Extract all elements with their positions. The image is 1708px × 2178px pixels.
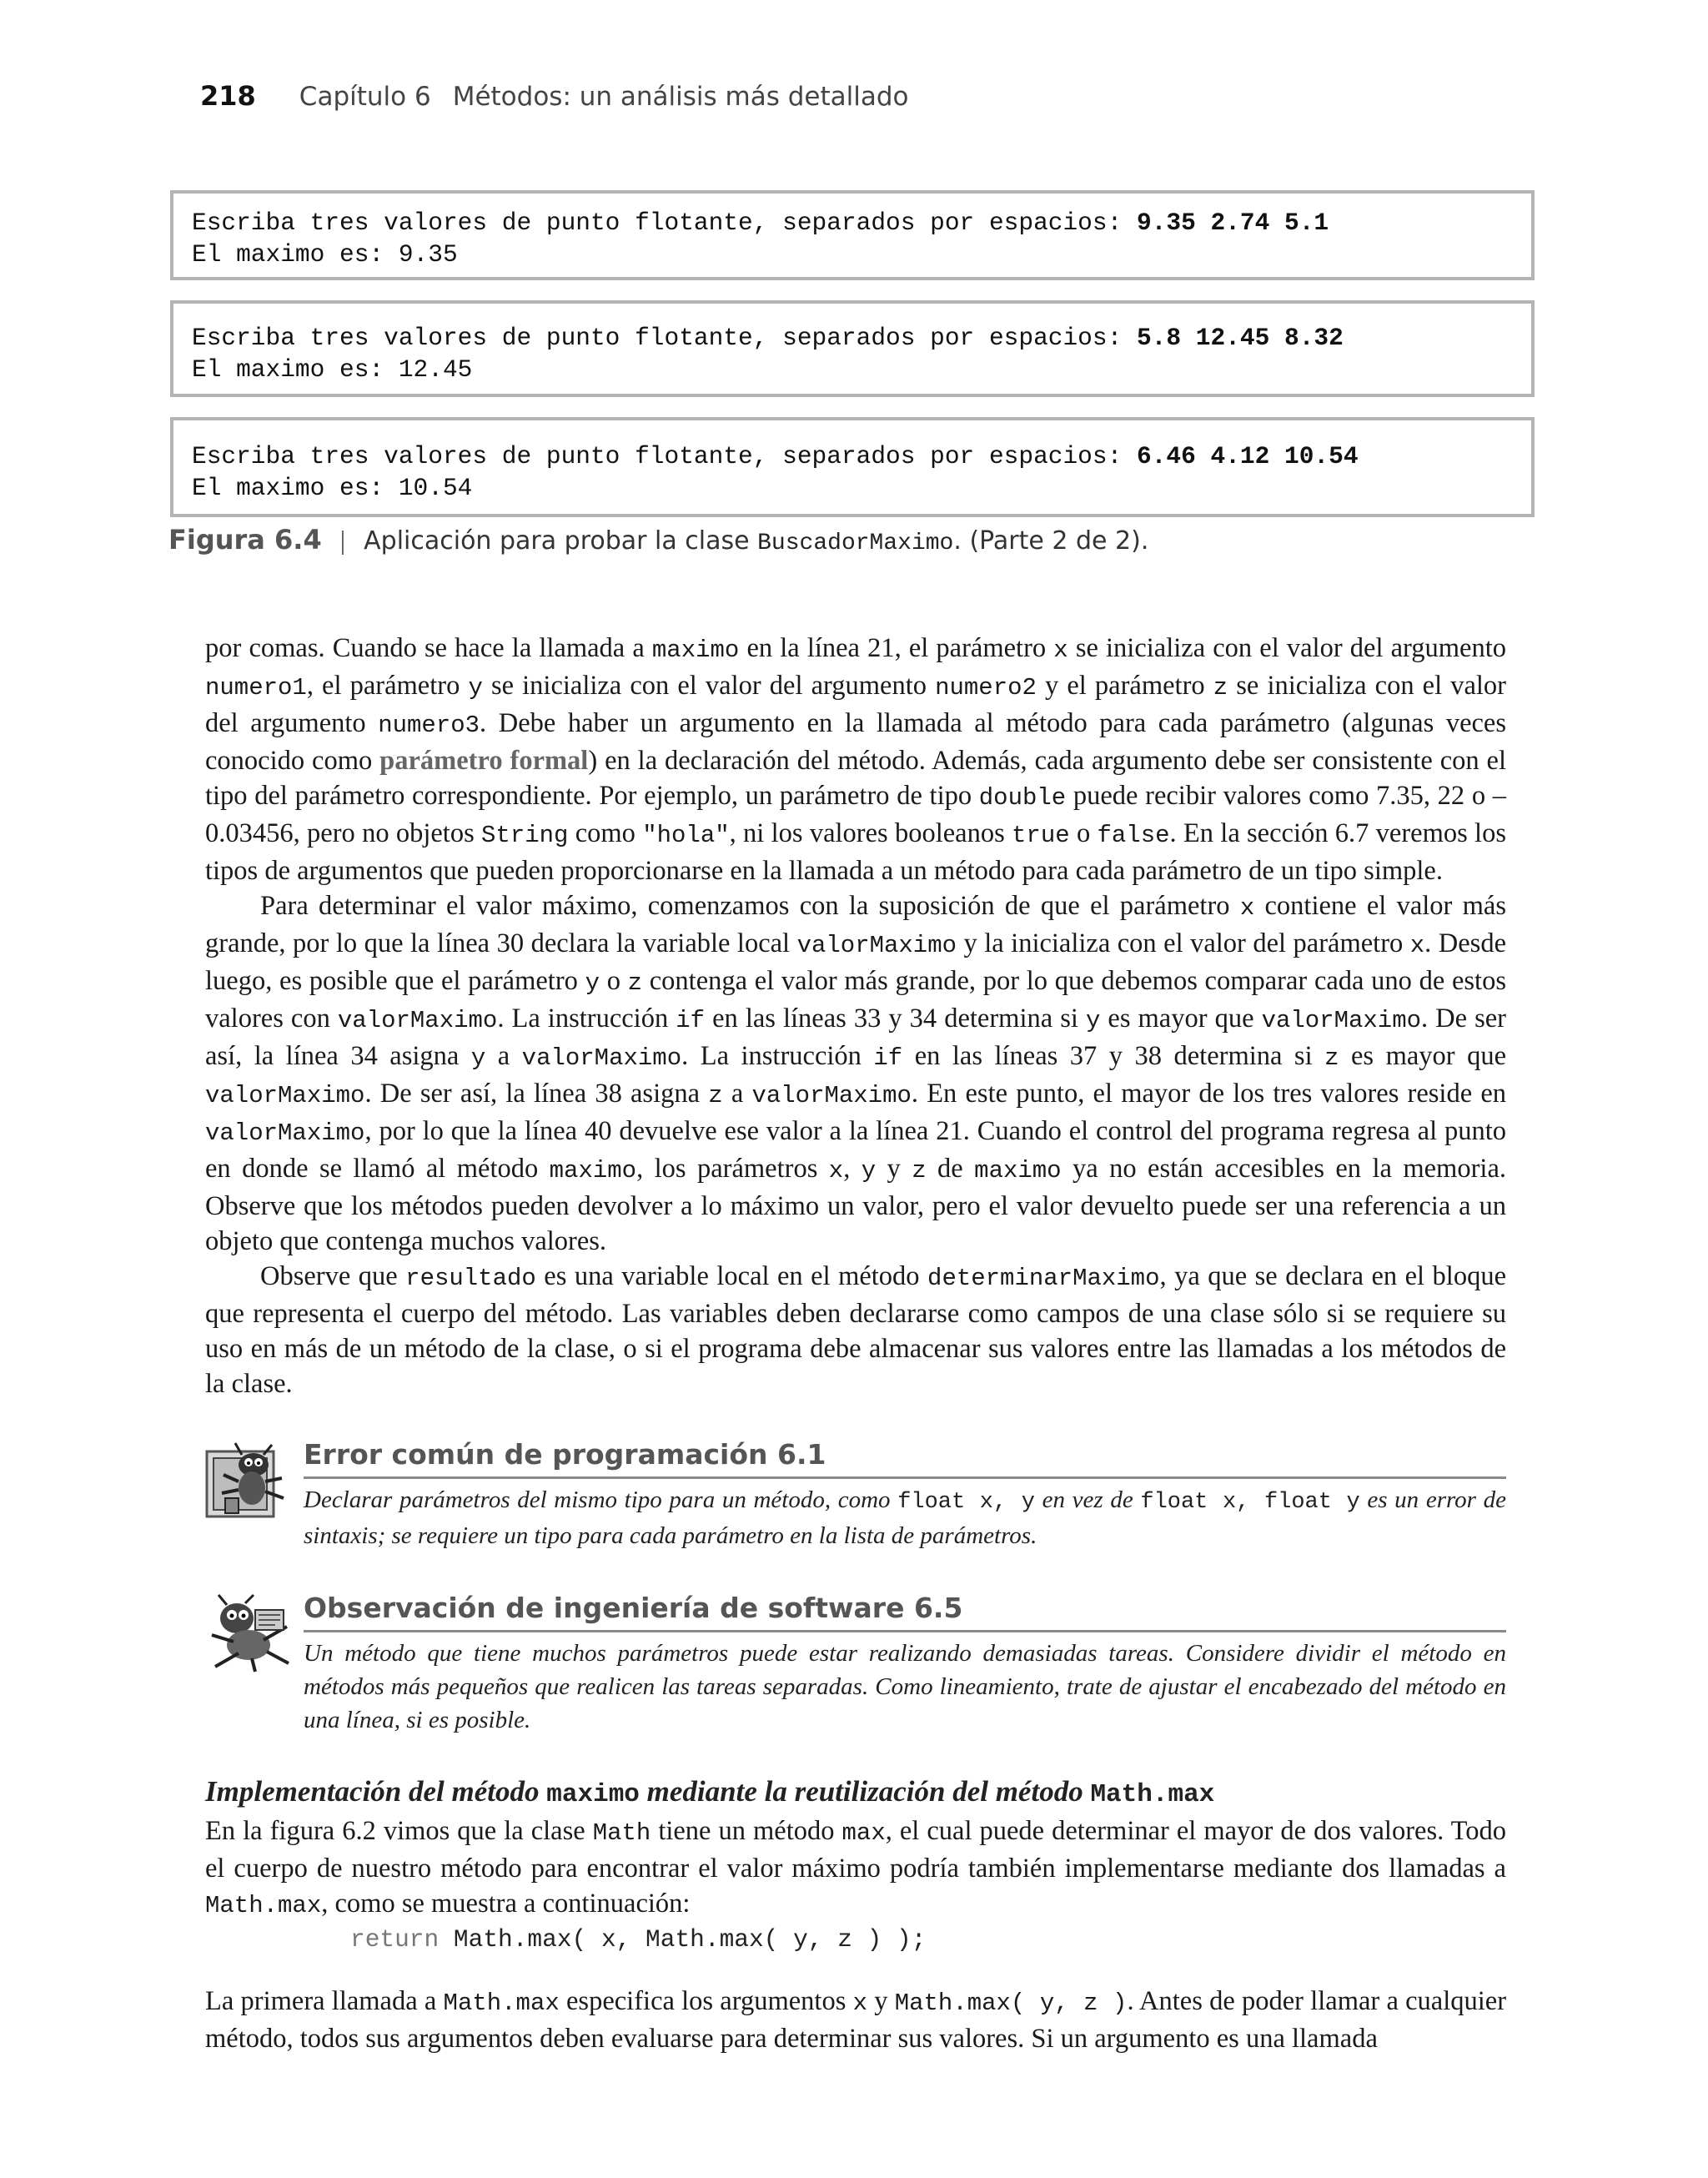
- body-text: [205, 1813, 1506, 1924]
- section-subheading: Implementación del método maximo mediante la reutilización del método Math.max: [205, 1775, 1215, 1809]
- tip-common-error: [205, 1436, 1506, 1553]
- output-prompt: Escriba tres valores de punto flotante, separados por espacios:: [192, 324, 1137, 352]
- page-header: [200, 80, 931, 112]
- paragraph: por comas. Cuando se hace la llamada a maximo en la línea 21, el parámetro x se inicializa con el valor del argumento numero1, el parámetro y se inicializa con el valor del argumento numero2 y el parámetro z se inicializa con el valor del argumento numero3. Debe haber un argumento en la llamada al método para cada parámetro (algunas veces conocido como parámetro formal) en la declaración del método. Además, cada argumento debe ser consistente con el tipo del parámetro correspondiente. Por ejemplo, un parámetro de tipo double puede recibir valores como 7.35, 22 o –0.03456, pero no objetos String como "hola", ni los valores booleanos true o false. En la sección 6.7 veremos los tipos de argumentos que pueden proporcionarse en la llamada a un método para cada parámetro de un tipo simple.: [205, 633, 1507, 886]
- code-snippet: return Math.max( x, Math.max( y, z ) );: [350, 1925, 927, 1954]
- chapter-label: Capítulo 6 Métodos: un análisis más detallado: [299, 82, 909, 112]
- output-result: El maximo es: 12.45: [192, 355, 473, 384]
- tip-text: Un método que tiene muchos parámetros puede estar realizando demasiadas tareas. Considere dividir el método en métodos más pequeños que realicen las tareas separadas. Como lineamiento, trate de ajustar el encabezado del método en una línea, si es posible.: [304, 1640, 1506, 1733]
- tip-text: Declarar parámetros del mismo tipo para un método, como float x, y en vez de float x, float y es un error de sintaxis; se requiere un tipo para cada parámetro en la lista de parámetros.: [304, 1486, 1506, 1549]
- paragraph: Para determinar el valor máximo, comenzamos con la suposición de que el parámetro x contiene el valor más grande, por lo que la línea 30 declara la variable local valorMaximo y la inicializa con el valor del parámetro x. Desde luego, es posible que el parámetro y o z contenga el valor más grande, por lo que debemos comparar cada uno de estos valores con valorMaximo. La instrucción if en las líneas 33 y 34 determina si y es mayor que valorMaximo. De ser así, la línea 34 asigna y a valorMaximo. La instrucción if en las líneas 37 y 38 determina si z es mayor que valorMaximo. De ser así, la línea 38 asigna z a valorMaximo. En este punto, el mayor de los tres valores reside en valorMaximo, por lo que la línea 40 devuelve ese valor a la línea 21. Cuando el control del programa regresa al punto en donde se llamó al método maximo, los parámetros x, y y z de maximo ya no están accesibles en la memoria. Observe que los métodos pueden devolver a lo máximo un valor, pero el valor devuelto puede ser una referencia a un objeto que contenga muchos valores.: [205, 891, 1507, 1256]
- program-output-1: [170, 190, 1535, 280]
- class-name: BuscadorMaximo: [757, 531, 954, 556]
- page-number: 218: [200, 80, 256, 112]
- output-input: 5.8 12.45 8.32: [1136, 324, 1344, 352]
- caption-separator: |: [339, 525, 346, 555]
- output-prompt: Escriba tres valores de punto flotante, separados por espacios:: [192, 442, 1137, 470]
- engineer-ant-icon: [205, 1593, 295, 1673]
- output-result: El maximo es: 10.54: [192, 474, 473, 502]
- body-text: [205, 631, 1506, 1401]
- chapter-title: Métodos: un análisis más detallado: [452, 82, 909, 112]
- body-text: [205, 1984, 1506, 2056]
- tip-title: Observación de ingeniería de software 6.5: [304, 1590, 1506, 1632]
- output-input: 6.46 4.12 10.54: [1136, 442, 1359, 470]
- program-output-2: [170, 300, 1535, 397]
- paragraph: Observe que resultado es una variable local en el método determinarMaximo, ya que se declara en el bloque que representa el cuerpo del método. Las variables deben declararse como campos de una clase sólo si se requiere su uso en más de un método de la clase, o si el programa debe almacenar sus valores entre las llamadas a los métodos de la clase.: [205, 1261, 1507, 1399]
- figure-number: Figura 6.4: [168, 524, 322, 556]
- paragraph: La primera llamada a Math.max especifica los argumentos x y Math.max( y, z ). Antes de poder llamar a cualquier método, todos sus argumentos deben evaluarse para determinar sus valores. Si un argumento es una llamada: [205, 1986, 1507, 2054]
- paragraph: En la figura 6.2 vimos que la clase Math tiene un método max, el cual puede determinar el mayor de dos valores. Todo el cuerpo de nuestro método para encontrar el valor máximo podría también implementarse mediante dos llamadas a Math.max, como se muestra a continuación:: [205, 1816, 1506, 1919]
- program-output-3: [170, 417, 1535, 517]
- bug-icon: [205, 1440, 295, 1520]
- tip-software-engineering: [205, 1590, 1506, 1740]
- output-input: 9.35 2.74 5.1: [1136, 209, 1329, 237]
- tip-title: Error común de programación 6.1: [304, 1436, 1506, 1479]
- output-prompt: Escriba tres valores de punto flotante, separados por espacios:: [192, 209, 1137, 237]
- output-result: El maximo es: 9.35: [192, 240, 458, 269]
- figure-caption: Figura 6.4 | Aplicación para probar la clase BuscadorMaximo. (Parte 2 de 2).: [168, 524, 1149, 556]
